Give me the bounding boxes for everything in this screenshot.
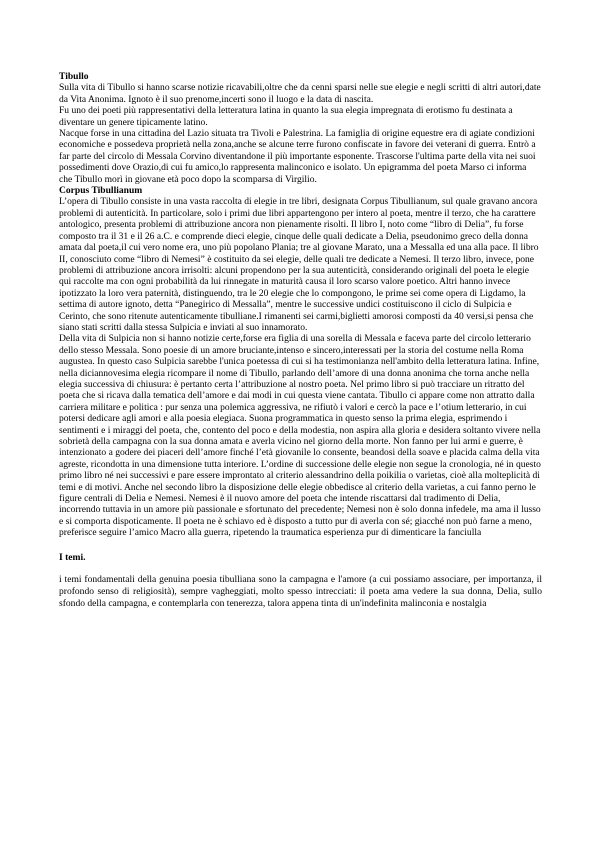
section-spacer [59, 539, 542, 552]
document-page [59, 71, 542, 611]
intro-paragraph-1: Sulla vita di Tibullo si hanno scarse notizie ricavabili,oltre che da cenni sparsi nelle sue elegie e negli scritti di altri autori,date da Vita Anonima. Ignoto è il suo prenome,incerti sono il luogo e la data di nascita. [59, 82, 541, 105]
intro-paragraph-2: Fu uno dei poeti più rappresentativi della letteratura latina in quanto la sua elegia impregnata di erotismo fu destinata a diventare un genere tipicamente latino. [59, 105, 513, 128]
corpus-heading: Corpus Tibullianum [59, 185, 143, 197]
themes-heading: I temi. [59, 551, 86, 563]
themes-paragraph: i temi fondamentali della genuina poesia tibulliana sono la campagna e l'amore (a cui possiamo associare, per importanza, il profondo senso di religiosità), sempre vagheggiati, molto spesso intrecciati: il poeta ama vedere la sua donna, Delia, sullo sfondo della campagna, e contemplarla con tenerezza, talora appena tinta di un'indefinita malinconia e nostalgia [59, 574, 542, 610]
intro-paragraph-3: Nacque forse in una cittadina del Lazio situata tra Tivoli e Palestrina. La famiglia di origine equestre era di agiate condizioni economiche e possedeva proprietà nella zona,anche se alcune terre furono confiscate in favore dei veterani di guerra. Entrò a far parte del circolo di Messala Corvino diventandone il più importante esponente. Trascorse l'ultima parte della vita nei suoi possedimenti dove Orazio,di cui fu amico,lo rappresenta malinconico e isolato. Un epigramma del poeta Marso ci informa che Tibullo morì in giovane età poco dopo la scomparsa di Virgilio. [59, 128, 536, 185]
corpus-paragraph-1: L’opera di Tibullo consiste in una vasta raccolta di elegie in tre libri, designata Corpus Tibullianum, sul quale gravano ancora problemi di autenticità. In particolare, solo i primi due libri appartengono per intero al poeta, mentre il terzo, che ha carattere antologico, presenta problemi di attribuzione ancora non pienamente risolti. Il libro I, noto come “libro di Delia”, fu forse composto tra il 31 e il 26 a.C. e comprende dieci elegie, cinque delle quali dedicate a Delia, pseudonimo greco della donna amata dal poeta,il cui vero nome era, uno più popolano Plania; tre al giovane Marato, una a Messalla ed una alla pace. Il libro II, conosciuto come “libro di Nemesi” è costituito da sei elegie, delle quali tre dedicate a Nemesi. Il terzo libro, invece, pone problemi di attribuzione ancora irrisolti: alcuni propendono per la sua autenticità, considerando originali del poeta le elegie qui raccolte ma con ogni probabilità da lui rinnegate in maturità causa il loro scarso valore poetico. Altri hanno invece ipotizzato la loro vera paternità, distinguendo, tra le 20 elegie che lo compongono, le prime sei come opera di Ligdamo, la settima di autore ignoto, detta “Panegirico di Messalla”, mentre le successive undici costituiscono il ciclo di Sulpicia e Cerinto, che sono ritenute autenticamente tibulliane.I rimanenti sei carmi,biglietti amorosi composti da 40 versi,si pensa che siano stati scritti dalla stessa Sulpicia e inviati al suo innamorato. [59, 196, 539, 333]
document-title: Tibullo [59, 71, 89, 82]
corpus-paragraph-2: Della vita di Sulpicia non si hanno notizie certe,forse era figlia di una sorella di Messala e faceva parte del circolo letterario dello stesso Messala. Sono poesie di un amore bruciante,intenso e sincero,interessati per la storia del costume nella Roma augustea. In questo caso Sulpicia sarebbe l'unica poetessa di cui si ha testimonianza nell'ambito della letteratura latina. Infine, nella diciannovesima elegia ricompare il nome di Tibullo, parlando dell’amore di una donna anonima che torna anche nella elegia successiva di chiusura: è pertanto certa l’attribuzione al nostro poeta. Nel primo libro si può tracciare un ritratto del poeta che si ricava dalla tematica dell’amore e dai modi in cui questa viene cantata. Tibullo ci appare come non attratto dalla carriera militare e politica : pur senza una polemica aggressiva, ne rifiutò i valori e cercò la pace e l’otium letterario, in cui potersi dedicare agli amori e alla poesia elegiaca. Suona programmatica in questo senso la prima elegia, esprimendo i sentimenti e i miraggi del poeta, che, contento del poco e della modestia, non aspira alla gloria e desidera soltanto vivere nella sobrietà della campagna con la sua donna amata e averla vicino nel giorno della morte. Non fanno per lui armi e guerre, è intenzionato a godere dei piaceri dell’amore finché l’età giovanile lo consente, beandosi della soave e placida calma della vita agreste, ricondotta in una dimensione tutta interiore. L’ordine di successione delle elegie non segue la cronologia, né in questo primo libro né nei successivi e pare essere improntato al criterio alessandrino della poikilia o varietas, cioè alla molteplicità di temi e di motivi. Anche nel secondo libro la disposizione delle elegie obbedisce al criterio della varietas, a cui fanno perno le figure centrali di Delia e Nemesi. Nemesi è il nuovo amore del poeta che intende riscattarsi dal tradimento di Delia, incorrendo tuttavia in un amore più passionale e sfortunato del precedente; Nemesi non è solo donna infedele, ma ama il lusso e si comporta dispoticamente. Il poeta ne è schiavo ed è disposto a tutto pur di averla con sé; giacché non può farne a meno, preferisce seguire l’amico Macro alla guerra, ripetendo la traumatica esperienza pur di dimenticare la fanciulla [59, 333, 541, 539]
section-spacer [59, 563, 542, 574]
